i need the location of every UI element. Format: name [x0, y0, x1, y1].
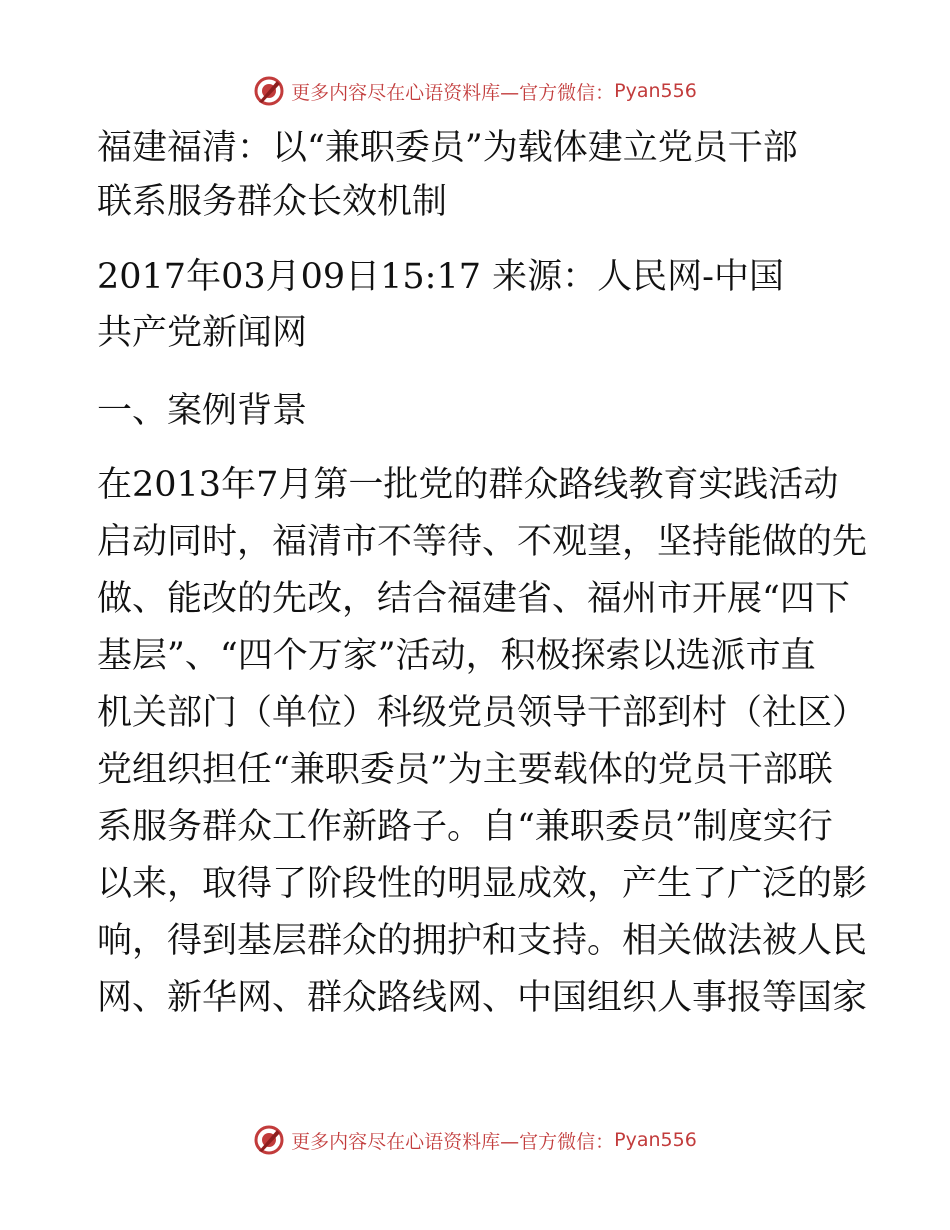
title-line-2: 联系服务群众长效机制: [97, 182, 448, 222]
watermark-text: 更多内容尽在心语资料库—官方微信：: [291, 81, 615, 104]
watermark-header: [0, 74, 950, 108]
body-line: 以来，取得了阶段性的明显成效，产生了广泛的影: [97, 864, 868, 904]
quill-seal-icon: [253, 75, 285, 107]
title-line-1: 福建福清：以“兼职委员”为载体建立党员干部: [97, 128, 798, 168]
body-line: 机关部门（单位）科级党员领导干部到村（社区）: [97, 693, 868, 733]
body-line: 网、新华网、群众路线网、中国组织人事报等国家: [97, 978, 868, 1018]
body-line: 启动同时，福清市不等待、不观望，坚持能做的先: [97, 522, 868, 562]
section-heading: [97, 391, 857, 431]
body-line: 在2013年7月第一批党的群众路线教育实践活动: [97, 465, 839, 505]
body-line: 响，得到基层群众的拥护和支持。相关做法被人民: [97, 921, 868, 961]
watermark-wechat-id: Pyan556: [614, 80, 697, 102]
quill-seal-icon: [253, 1124, 285, 1156]
article-title: [97, 128, 857, 222]
watermark-wechat-id: Pyan556: [614, 1129, 697, 1151]
watermark-footer: [0, 1123, 950, 1157]
article-meta: [97, 257, 857, 353]
meta-line-2: 共产党新闻网: [97, 313, 308, 353]
body-line: 党组织担任“兼职委员”为主要载体的党员干部联: [97, 750, 833, 790]
watermark-text: 更多内容尽在心语资料库—官方微信：: [291, 1130, 615, 1153]
meta-line-1: 2017年03月09日15:17 来源：人民网-中国: [97, 257, 784, 297]
body-line: 做、能改的先改，结合福建省、福州市开展“四下: [97, 579, 850, 619]
section-heading-text: 一、案例背景: [97, 391, 308, 431]
body-paragraph: [97, 465, 868, 1018]
body-line: 系服务群众工作新路子。自“兼职委员”制度实行: [97, 807, 833, 847]
body-line: 基层”、“四个万家”活动，积极探索以选派市直: [97, 636, 816, 676]
